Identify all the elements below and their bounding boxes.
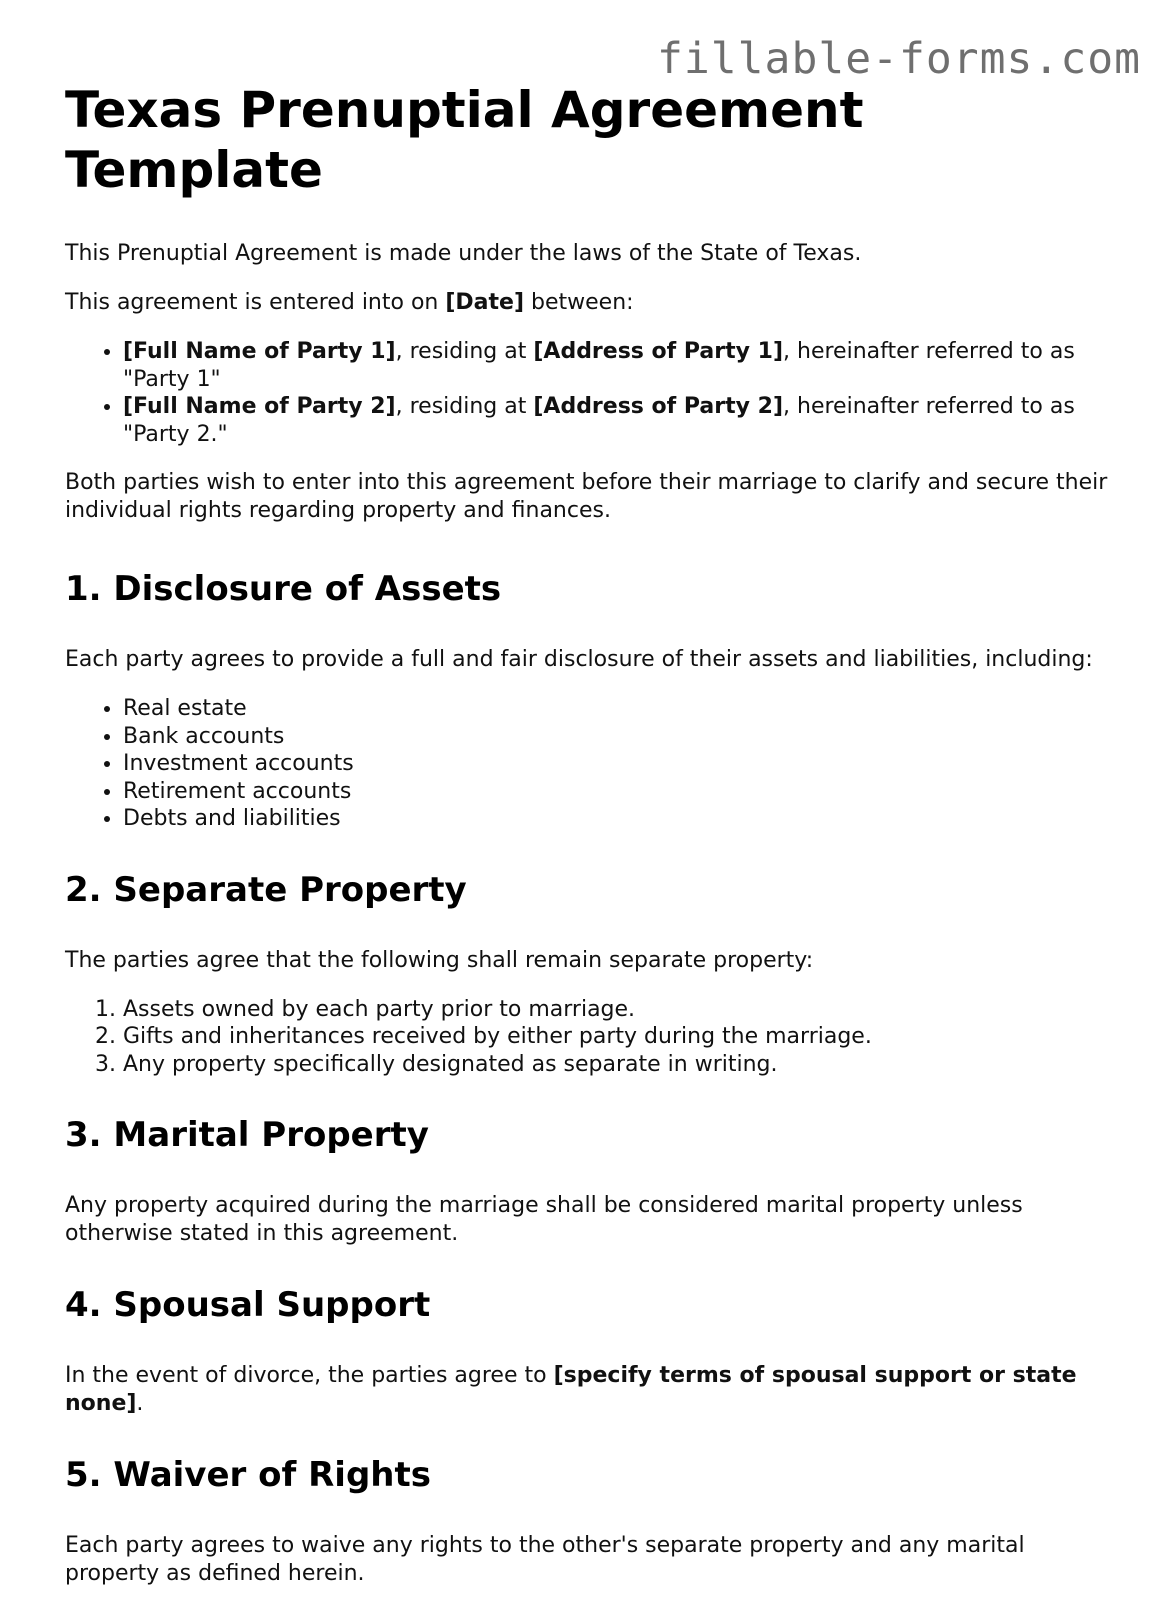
section-text: Each party agrees to provide a full and fair disclosure of their assets and liabilities, including: xyxy=(65,647,1093,672)
list-item: • Retirement accounts xyxy=(123,778,1110,806)
list-item: • Investment accounts xyxy=(123,750,1110,778)
party-1-suffix: , hereinafter referred to as "Party 1" xyxy=(123,339,1075,392)
section-text: Any property acquired during the marriage shall be considered marital property unless otherwise stated in this agreement. xyxy=(65,1193,1023,1246)
party-1-name-placeholder: [Full Name of Party 1] xyxy=(123,339,396,364)
section-heading: 5. Waiver of Rights xyxy=(65,1455,431,1495)
assets-list xyxy=(65,695,1110,833)
list-item xyxy=(123,393,1110,448)
intro-paragraph: This Prenuptial Agreement is made under the laws of the State of Texas. xyxy=(65,241,862,266)
section-heading: 4. Spousal Support xyxy=(65,1285,431,1325)
list-item: • Debts and liabilities xyxy=(123,805,1110,833)
party-2-suffix: , hereinafter referred to as "Party 2." xyxy=(123,394,1075,447)
page-title: Texas Prenuptial Agreement Template xyxy=(65,81,864,199)
list-item: 2. Gifts and inheritances received by either party during the marriage. xyxy=(123,1023,1110,1051)
entered-into-text: This agreement is entered into on xyxy=(65,290,446,315)
section-text xyxy=(65,1362,1110,1418)
entered-into-paragraph xyxy=(65,289,1110,317)
party-2-name-placeholder: [Full Name of Party 2] xyxy=(123,394,396,419)
section-heading: 2. Separate Property xyxy=(65,869,467,910)
document-body xyxy=(65,80,1110,1609)
section-heading: 3. Marital Property xyxy=(65,1115,429,1155)
between-text: between: xyxy=(524,290,634,315)
list-item xyxy=(123,338,1110,393)
list-item: 1. Assets owned by each party prior to marriage. xyxy=(123,996,1110,1024)
residing-text: , residing at xyxy=(395,339,534,364)
separate-property-list xyxy=(65,996,1110,1079)
section-text: The parties agree that the following shall remain separate property: xyxy=(65,947,814,973)
purpose-paragraph: Both parties wish to enter into this agreement before their marriage to clarify and secure their individual rights regarding property and finances. xyxy=(65,470,1108,523)
parties-list xyxy=(65,338,1110,448)
residing-text: , residing at xyxy=(395,394,534,419)
list-item: • Bank accounts xyxy=(123,723,1110,751)
list-item: 3. Any property specifically designated as separate in writing. xyxy=(123,1051,1110,1079)
spousal-support-text: In the event of divorce, the parties agree to xyxy=(65,1363,554,1388)
period-text: . xyxy=(136,1391,144,1416)
section-text: Each party agrees to waive any rights to the other's separate property and any marital property as defined herein. xyxy=(65,1533,1025,1586)
party-1-address-placeholder: [Address of Party 1] xyxy=(533,339,784,364)
party-2-address-placeholder: [Address of Party 2] xyxy=(533,394,784,419)
date-placeholder: [Date] xyxy=(445,290,525,315)
list-item: • Real estate xyxy=(123,695,1110,723)
section-heading: 1. Disclosure of Assets xyxy=(65,569,502,609)
spousal-support-placeholder: [specify terms of spousal support or state none] xyxy=(65,1363,1077,1416)
watermark: fillable-forms.com xyxy=(657,34,1141,84)
